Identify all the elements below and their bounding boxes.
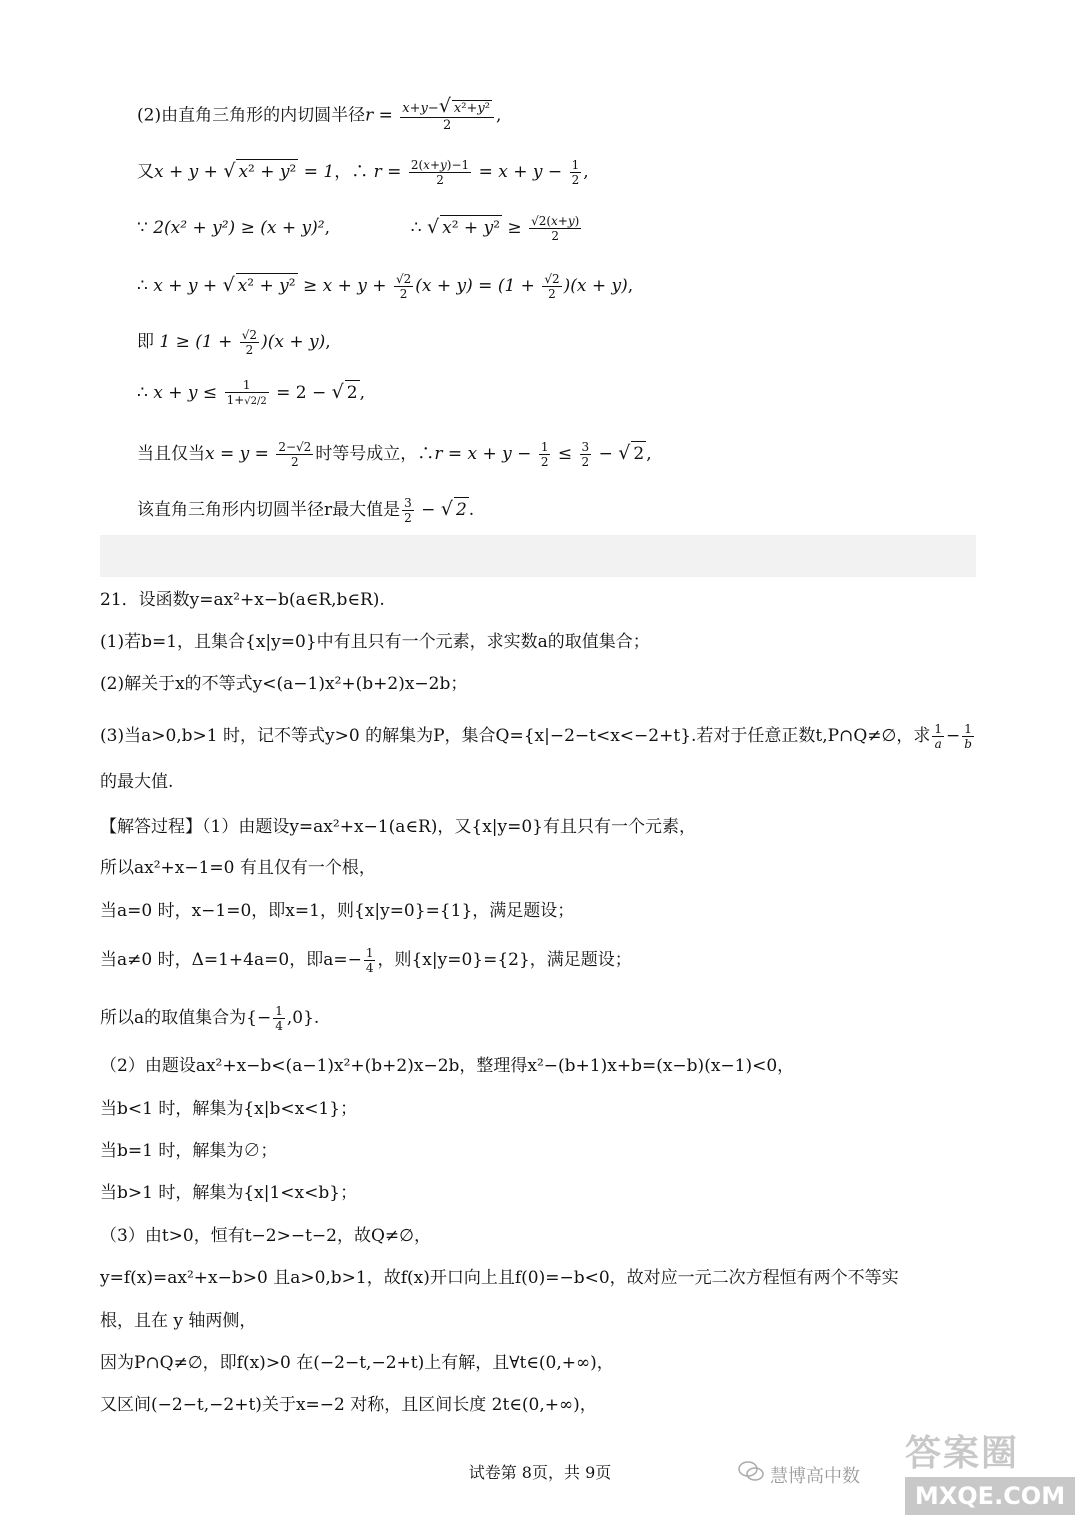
p2-line1: (2)由直角三角形的内切圆半径r = $\frac{\text{x+y−√ x²+y²}}{2}$ , <box>137 95 502 133</box>
problem-q3-tail: 的最大值. <box>100 772 174 792</box>
page-footer: 试卷第 8页，共 9页 <box>468 1463 612 1482</box>
p2-line1-text: (2)由直角三角形的内切圆半径 <box>137 105 366 126</box>
p2-line4: ∴ x + y + √ x² + y² ≥ x + y + $\frac{√2}{2}$ (x + y) = (1 + $\frac{√2}{2}$ )(x + y), <box>137 272 634 301</box>
problem-q2: (2)解关于x的不等式y<(a−1)x²+(b+2)x−2b； <box>100 674 468 694</box>
solution-line: 因为P∩Q≠∅，即f(x)>0 在(−2−t,−2+t)上有解，且∀t∈(0,+∞)， <box>100 1353 614 1373</box>
solution-line: （3）由t>0，恒有t−2>−t−2，故Q≠∅， <box>100 1226 431 1246</box>
problem-q1: (1)若b=1，且集合{x|y=0}中有且只有一个元素，求实数a的取值集合； <box>100 632 650 652</box>
solution-line: 根，且在 y 轴两侧， <box>100 1311 257 1331</box>
p2-line8: 当且仅当x = y = $\frac{2-√2}{2}$ 时等号成立，∴r = x + y − $\frac{1}{2}$ ≤ $\frac{3}{2}$ − √ 2 , <box>137 440 652 469</box>
watermark-logo: 答案圈 MXQE.COM <box>905 1425 1075 1517</box>
problem-q3: (3)当a>0,b>1 时，记不等式y>0 的解集为P，集合Q={x|−2−t<x<−2+t}.若对于任意正数t,P∩Q≠∅，求 $\frac{1}{a}$ − $\frac{1}{b}$ <box>100 722 972 751</box>
p2-line2: 又x + y + √ x² + y² = 1，∴ r = $\frac{2(x+y)-1}{2}$ = x + y − $\frac{1}{2}$ , <box>137 158 589 187</box>
separator-band <box>100 535 976 577</box>
p2-line5: 即 1 ≥ (1 + $\frac{√2}{2}$ )(x + y), <box>137 328 331 357</box>
p2-line3: ∵ 2(x² + y²) ≥ (x + y)², ∴ √ x² + y² ≥ $\frac{√2(x+y)}{2}$ <box>137 214 580 243</box>
p2-line6: ∴ x + y ≤ $\frac{1}{1+√2/2}$ = 2 − √ 2 , <box>137 378 365 407</box>
p2-line9: 该直角三角形内切圆半径r最大值是 $\frac{3}{2}$ − √ 2 . <box>137 496 475 525</box>
solution-line: 当a=0 时，x−1=0，即x=1，则{x|y=0}={1}，满足题设； <box>100 901 575 921</box>
solution-line: 当b<1 时，解集为{x|b<x<1}； <box>100 1099 358 1119</box>
solution-line: y=f(x)=ax²+x−b>0 且a>0,b>1，故f(x)开口向上且f(0)=−b<0，故对应一元二次方程恒有两个不等实 <box>100 1268 899 1288</box>
solution-line: 所以ax²+x−1=0 有且仅有一个根， <box>100 858 376 878</box>
solution-line: 所以a的取值集合为{− $\frac{1}{4}$ ,0}. <box>100 1004 320 1033</box>
solution-line: 当b>1 时，解集为{x|1<x<b}； <box>100 1183 358 1203</box>
solution-line: 又区间(−2−t,−2+t)关于x=−2 对称，且区间长度 2t∈(0,+∞)， <box>100 1395 597 1415</box>
solution-line: 【解答过程】（1）由题设y=ax²+x−1(a∈R)，又{x|y=0}有且只有一个元素， <box>100 817 696 837</box>
wechat-icon <box>738 1460 764 1482</box>
watermark-account: 慧博高中数 <box>770 1466 860 1487</box>
problem-stem: 21．设函数y=ax²+x−b(a∈R,b∈R). <box>100 590 385 610</box>
solution-line: 当a≠0 时，Δ=1+4a=0，即a=− $\frac{1}{4}$ ，则{x|y=0}={2}，满足题设； <box>100 946 632 975</box>
solution-line: 当b=1 时，解集为∅； <box>100 1141 278 1161</box>
solution-line: （2）由题设ax²+x−b<(a−1)x²+(b+2)x−2b，整理得x²−(b+1)x+b=(x−b)(x−1)<0， <box>100 1056 795 1076</box>
